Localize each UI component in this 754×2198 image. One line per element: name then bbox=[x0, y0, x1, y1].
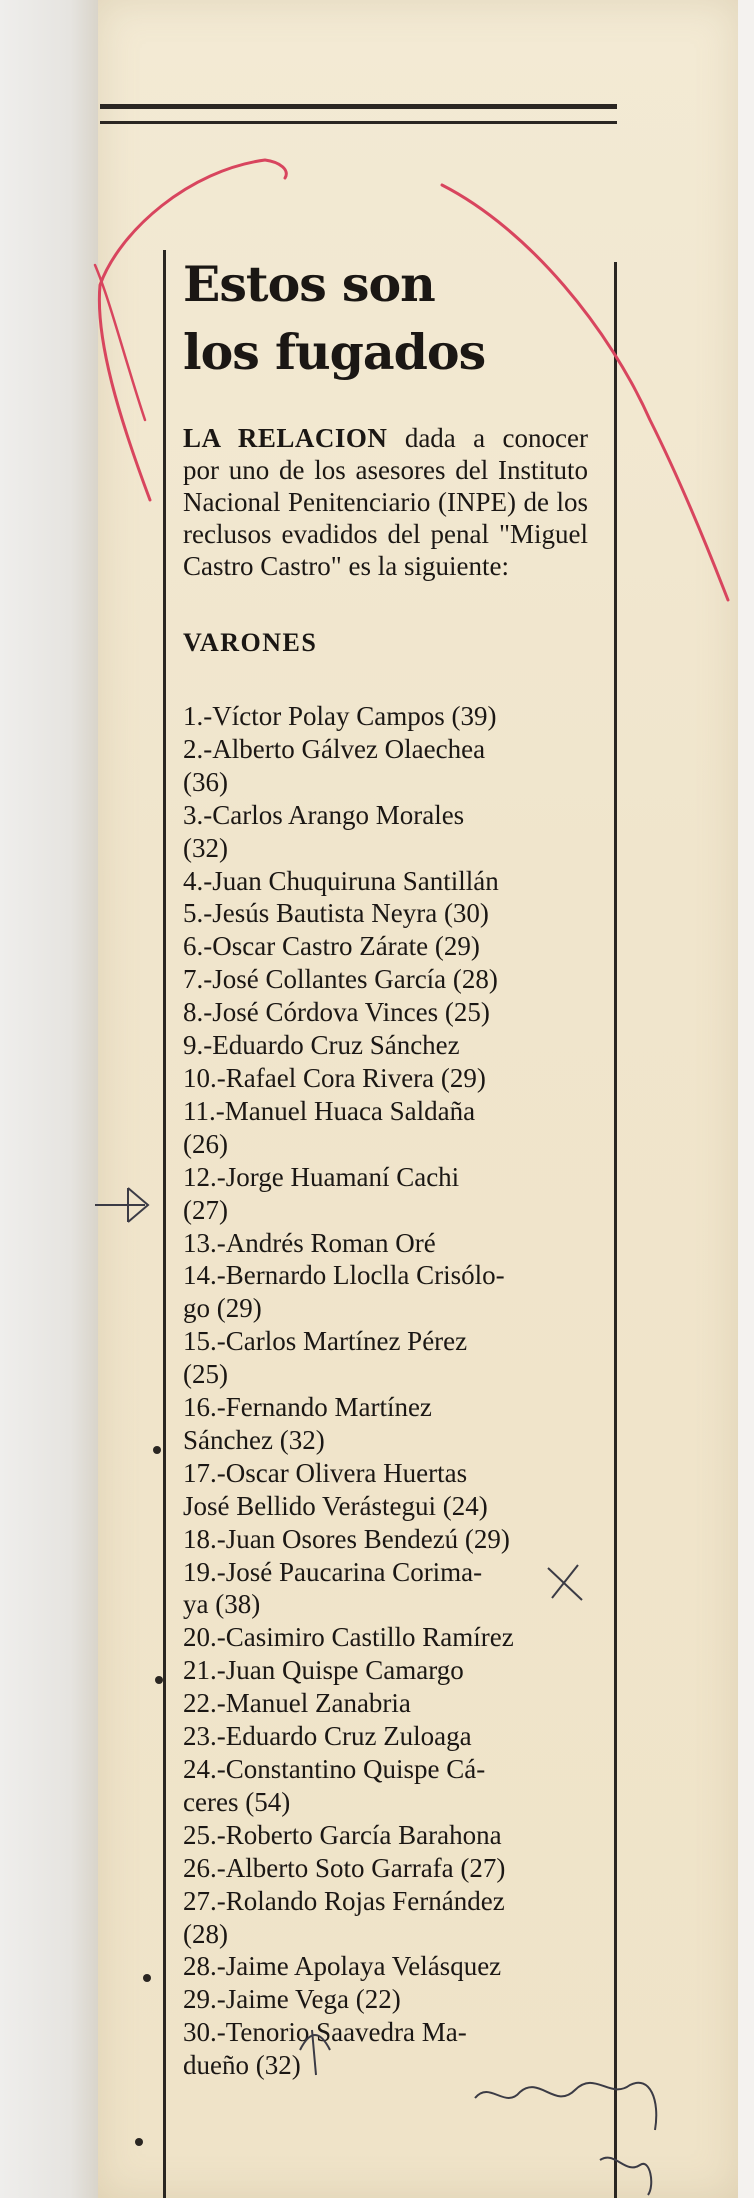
list-item: (25) bbox=[183, 1359, 228, 1390]
lede-lead-in: LA RELACION bbox=[183, 423, 388, 453]
list-item: 10.-Rafael Cora Rivera (29) bbox=[183, 1062, 486, 1093]
list-item: 15.-Carlos Martínez Pérez bbox=[183, 1326, 468, 1357]
list-item: (26) bbox=[183, 1128, 228, 1159]
list-item: 9.-Eduardo Cruz Sánchez bbox=[183, 1030, 460, 1061]
list-item: 30.-Tenorio Saavedra Ma- bbox=[183, 2017, 467, 2048]
column-rule-left bbox=[163, 250, 166, 2198]
list-item: 20.-Casimiro Castillo Ramírez bbox=[183, 1622, 514, 1653]
list-item: 13.-Andrés Roman Oré bbox=[183, 1227, 436, 1258]
list-item: 22.-Manuel Zanabria bbox=[183, 1688, 411, 1719]
list-item: 12.-Jorge Huamaní Cachi bbox=[183, 1161, 460, 1192]
list-item: 7.-José Collantes García (28) bbox=[183, 964, 498, 995]
headline bbox=[183, 250, 588, 386]
list-item: 18.-Juan Osores Bendezú (29) bbox=[183, 1523, 510, 1554]
list-item: ya (38) bbox=[183, 1589, 261, 1620]
list-item: 26.-Alberto Soto Garrafa (27) bbox=[183, 1852, 506, 1883]
scanner-background-left bbox=[0, 0, 100, 2198]
list-item: 21.-Juan Quispe Camargo bbox=[183, 1655, 464, 1686]
top-rule-thick bbox=[100, 104, 617, 109]
list-item: dueño (32) bbox=[183, 2050, 301, 2081]
column-rule-right bbox=[614, 262, 617, 2198]
list-item: José Bellido Verástegui (24) bbox=[183, 1490, 488, 1521]
list-item: Sánchez (32) bbox=[183, 1424, 325, 1455]
list-item: 4.-Juan Chuquiruna Santillán bbox=[183, 865, 499, 896]
list-item: 29.-Jaime Vega (22) bbox=[183, 1984, 401, 2015]
list-item: 1.-Víctor Polay Campos (39) bbox=[183, 701, 497, 731]
lede-text: dada a conocer por uno de los asesores del Instituto Nacional Penitenciario (INPE) de los reclusos evadidos del penal "Miguel Castro Castro" es la siguiente: bbox=[183, 423, 588, 581]
list-item: 6.-Oscar Castro Zárate (29) bbox=[183, 931, 480, 962]
list-item: 14.-Bernardo Lloclla Crisólo- bbox=[183, 1260, 505, 1291]
list-item: 5.-Jesús Bautista Neyra (30) bbox=[183, 898, 489, 929]
headline-line-1: Estos son bbox=[183, 255, 435, 313]
fugitive-list bbox=[183, 700, 588, 2082]
lede-paragraph bbox=[183, 422, 588, 582]
top-rule-thin bbox=[100, 121, 617, 124]
scanner-background-right bbox=[738, 0, 754, 2198]
list-item: 25.-Roberto García Barahona bbox=[183, 1819, 502, 1850]
list-item: 19.-José Paucarina Corima- bbox=[183, 1556, 483, 1587]
list-item: 2.-Alberto Gálvez Olaechea bbox=[183, 733, 486, 764]
list-item: 23.-Eduardo Cruz Zuloaga bbox=[183, 1721, 472, 1752]
list-item: 16.-Fernando Martínez bbox=[183, 1392, 432, 1423]
list-item: 8.-José Córdova Vinces (25) bbox=[183, 997, 490, 1028]
list-item: (28) bbox=[183, 1918, 228, 1949]
list-item: ceres (54) bbox=[183, 1786, 291, 1817]
list-item: (27) bbox=[183, 1194, 228, 1225]
list-item: (32) bbox=[183, 832, 228, 863]
list-item: 24.-Constantino Quispe Cá- bbox=[183, 1754, 486, 1784]
section-title: VARONES bbox=[183, 628, 318, 657]
list-item: 17.-Oscar Olivera Huertas bbox=[183, 1457, 468, 1488]
list-item: (36) bbox=[183, 766, 228, 797]
headline-line-2: los fugados bbox=[183, 323, 486, 381]
article bbox=[183, 250, 588, 2082]
list-item: 27.-Rolando Rojas Fernández bbox=[183, 1885, 505, 1916]
list-item: 3.-Carlos Arango Morales bbox=[183, 799, 465, 830]
list-item: 28.-Jaime Apolaya Velásquez bbox=[183, 1951, 502, 1982]
list-item: 11.-Manuel Huaca Saldaña bbox=[183, 1095, 476, 1126]
list-item: go (29) bbox=[183, 1293, 262, 1324]
